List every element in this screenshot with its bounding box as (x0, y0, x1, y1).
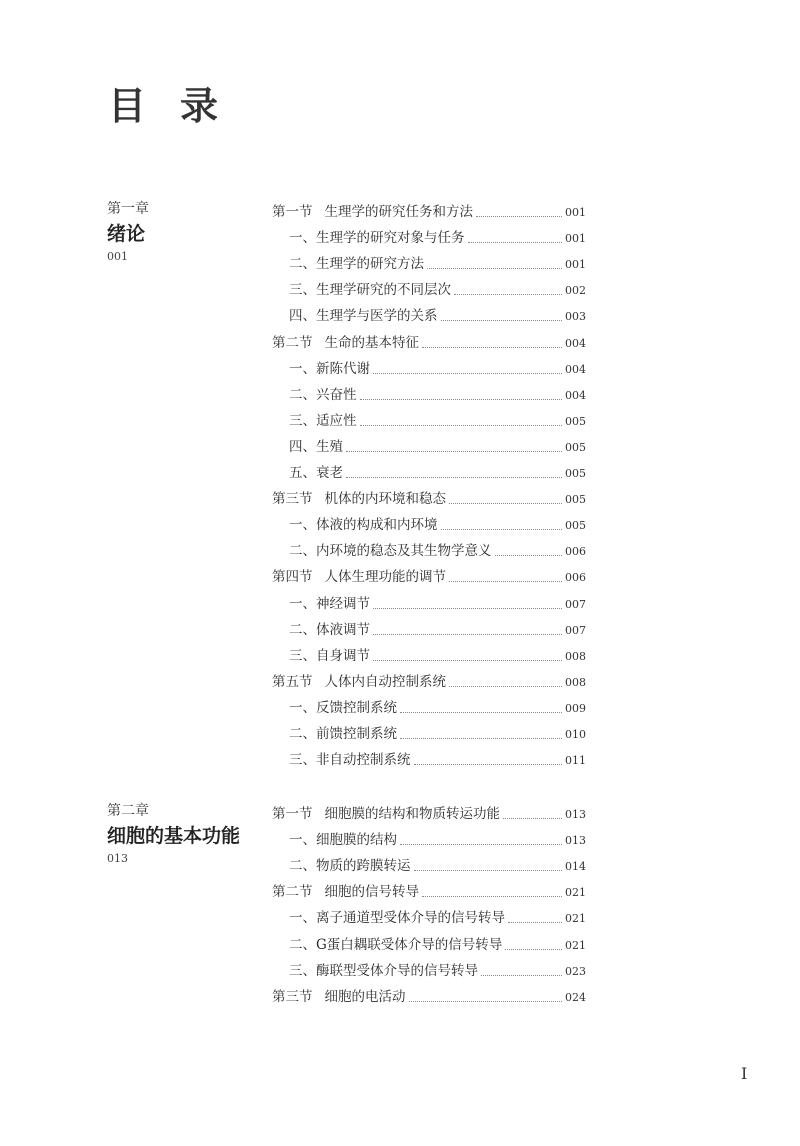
section-number: 第二节 (272, 334, 313, 351)
dot-leader (373, 660, 562, 661)
entry-page-number: 001 (565, 206, 586, 220)
dot-leader (360, 399, 563, 400)
dot-leader (400, 844, 562, 845)
dot-leader (346, 451, 562, 452)
entry-page-number: 006 (565, 571, 586, 585)
entry-page-number: 007 (565, 597, 586, 611)
section-number: 第四节 (272, 569, 313, 586)
folio-page-number: I (741, 1064, 748, 1083)
entry-page-number: 002 (565, 284, 586, 298)
chapter-heading (107, 198, 257, 265)
page-title: 目录 (108, 83, 253, 128)
entry-page-number: 004 (565, 388, 586, 402)
dot-leader (373, 634, 562, 635)
toc-section-entry[interactable] (272, 878, 586, 904)
dot-leader (468, 242, 563, 243)
entry-title: 细胞的电活动 (324, 988, 406, 1005)
entry-page-number: 006 (565, 545, 586, 559)
entry-title: 三、非自动控制系统 (289, 752, 411, 769)
dot-leader (449, 503, 562, 504)
entry-title: 四、生殖 (289, 438, 343, 455)
toc-item-entry[interactable] (272, 250, 586, 276)
dot-leader (360, 425, 563, 426)
entry-title: 二、前馈控制系统 (289, 725, 397, 742)
entry-title: 一、新陈代谢 (289, 360, 370, 377)
dot-leader (422, 347, 562, 348)
section-number: 第二节 (272, 884, 313, 901)
entry-page-number: 013 (565, 834, 586, 848)
dot-leader (449, 581, 562, 582)
entry-title: 三、适应性 (289, 412, 357, 429)
entry-page-number: 004 (565, 362, 586, 376)
entry-title: 一、反馈控制系统 (289, 699, 397, 716)
dot-leader (508, 922, 562, 923)
entry-page-number: 008 (565, 675, 586, 689)
dot-leader (346, 477, 562, 478)
dot-leader (505, 949, 562, 950)
toc-list (272, 198, 586, 772)
entry-page-number: 021 (565, 938, 586, 952)
toc-item-entry[interactable] (272, 355, 586, 381)
entry-page-number: 001 (565, 258, 586, 272)
dot-leader (422, 896, 562, 897)
toc-item-entry[interactable] (272, 302, 586, 328)
toc-section-entry[interactable] (272, 563, 586, 589)
toc-item-entry[interactable] (272, 459, 586, 485)
chapter-number: 第一章 (107, 201, 149, 217)
entry-title: 二、G蛋白耦联受体介导的信号转导 (289, 936, 503, 953)
entry-page-number: 005 (565, 414, 586, 428)
dot-leader (409, 1001, 563, 1002)
entry-page-number: 011 (565, 754, 586, 768)
entry-page-number: 013 (565, 808, 586, 822)
entry-title: 二、物质的跨膜转运 (289, 858, 411, 875)
entry-title: 二、兴奋性 (289, 386, 357, 403)
toc-item-entry[interactable] (272, 224, 586, 250)
entry-title: 一、离子通道型受体介导的信号转导 (289, 910, 505, 927)
entry-title: 二、体液调节 (289, 621, 370, 638)
entry-title: 生理学的研究任务和方法 (324, 204, 473, 221)
section-number: 第一节 (272, 204, 313, 221)
dot-leader (454, 294, 562, 295)
entry-page-number: 005 (565, 467, 586, 481)
dot-leader (449, 686, 562, 687)
dot-leader (373, 373, 562, 374)
entry-page-number: 009 (565, 701, 586, 715)
entry-title: 一、体液的构成和内环境 (289, 517, 438, 534)
toc-item-entry[interactable] (272, 904, 586, 930)
entry-title: 生命的基本特征 (324, 334, 419, 351)
entry-page-number: 021 (565, 912, 586, 926)
dot-leader (441, 529, 563, 530)
dot-leader (503, 818, 562, 819)
entry-page-number: 005 (565, 440, 586, 454)
entry-page-number: 021 (565, 886, 586, 900)
toc-item-entry[interactable] (272, 276, 586, 302)
toc-section-entry[interactable] (272, 800, 586, 826)
entry-title: 一、细胞膜的结构 (289, 832, 397, 849)
chapter-name: 细胞的基本功能 (107, 825, 241, 847)
entry-page-number: 005 (565, 493, 586, 507)
entry-title: 一、生理学的研究对象与任务 (289, 230, 465, 247)
chapter-heading (107, 800, 257, 867)
entry-title: 二、生理学的研究方法 (289, 256, 424, 273)
toc-section-entry[interactable] (272, 983, 586, 1009)
toc-section-entry[interactable] (272, 328, 586, 354)
toc-item-entry[interactable] (272, 616, 586, 642)
toc-item-entry[interactable] (272, 746, 586, 772)
toc-item-entry[interactable] (272, 433, 586, 459)
entry-page-number: 003 (565, 310, 586, 324)
dot-leader (414, 764, 563, 765)
entry-title: 细胞膜的结构和物质转运功能 (324, 806, 500, 823)
toc-item-entry[interactable] (272, 537, 586, 563)
entry-page-number: 007 (565, 623, 586, 637)
toc-item-entry[interactable] (272, 381, 586, 407)
entry-title: 细胞的信号转导 (324, 884, 419, 901)
toc-item-entry[interactable] (272, 826, 586, 852)
chapter-number: 第二章 (107, 803, 149, 819)
chapter-name: 绪论 (107, 223, 146, 245)
chapter-page-number: 013 (107, 852, 128, 865)
toc-section-entry[interactable] (272, 668, 586, 694)
dot-leader (441, 320, 563, 321)
entry-title: 人体生理功能的调节 (324, 569, 446, 586)
section-number: 第一节 (272, 806, 313, 823)
toc-item-entry[interactable] (272, 589, 586, 615)
toc-section-entry[interactable] (272, 198, 586, 224)
entry-page-number: 014 (565, 860, 586, 874)
entry-title: 四、生理学与医学的关系 (289, 308, 438, 325)
dot-leader (400, 738, 562, 739)
entry-page-number: 024 (565, 990, 586, 1004)
entry-title: 机体的内环境和稳态 (324, 491, 446, 508)
entry-page-number: 005 (565, 519, 586, 533)
section-number: 第三节 (272, 988, 313, 1005)
dot-leader (400, 712, 562, 713)
dot-leader (414, 870, 563, 871)
toc-item-entry[interactable] (272, 642, 586, 668)
toc-item-entry[interactable] (272, 957, 586, 983)
entry-title: 三、自身调节 (289, 647, 370, 664)
section-number: 第五节 (272, 673, 313, 690)
entry-title: 一、神经调节 (289, 595, 370, 612)
toc-item-entry[interactable] (272, 511, 586, 537)
entry-title: 二、内环境的稳态及其生物学意义 (289, 543, 492, 560)
toc-item-entry[interactable] (272, 694, 586, 720)
section-number: 第三节 (272, 491, 313, 508)
toc-list (272, 800, 586, 1009)
entry-page-number: 008 (565, 649, 586, 663)
chapter-page-number: 001 (107, 250, 128, 263)
entry-title: 三、生理学研究的不同层次 (289, 282, 451, 299)
entry-title: 五、衰老 (289, 465, 343, 482)
toc-item-entry[interactable] (272, 930, 586, 956)
dot-leader (476, 216, 562, 217)
entry-title: 三、酶联型受体介导的信号转导 (289, 962, 478, 979)
dot-leader (373, 608, 562, 609)
entry-title: 人体内自动控制系统 (324, 673, 446, 690)
toc-section-entry[interactable] (272, 485, 586, 511)
entry-page-number: 004 (565, 336, 586, 350)
entry-page-number: 010 (565, 727, 586, 741)
entry-page-number: 001 (565, 232, 586, 246)
toc-item-entry[interactable] (272, 407, 586, 433)
dot-leader (481, 975, 562, 976)
toc-item-entry[interactable] (272, 852, 586, 878)
toc-item-entry[interactable] (272, 720, 586, 746)
dot-leader (495, 555, 563, 556)
dot-leader (427, 268, 562, 269)
entry-page-number: 023 (565, 964, 586, 978)
